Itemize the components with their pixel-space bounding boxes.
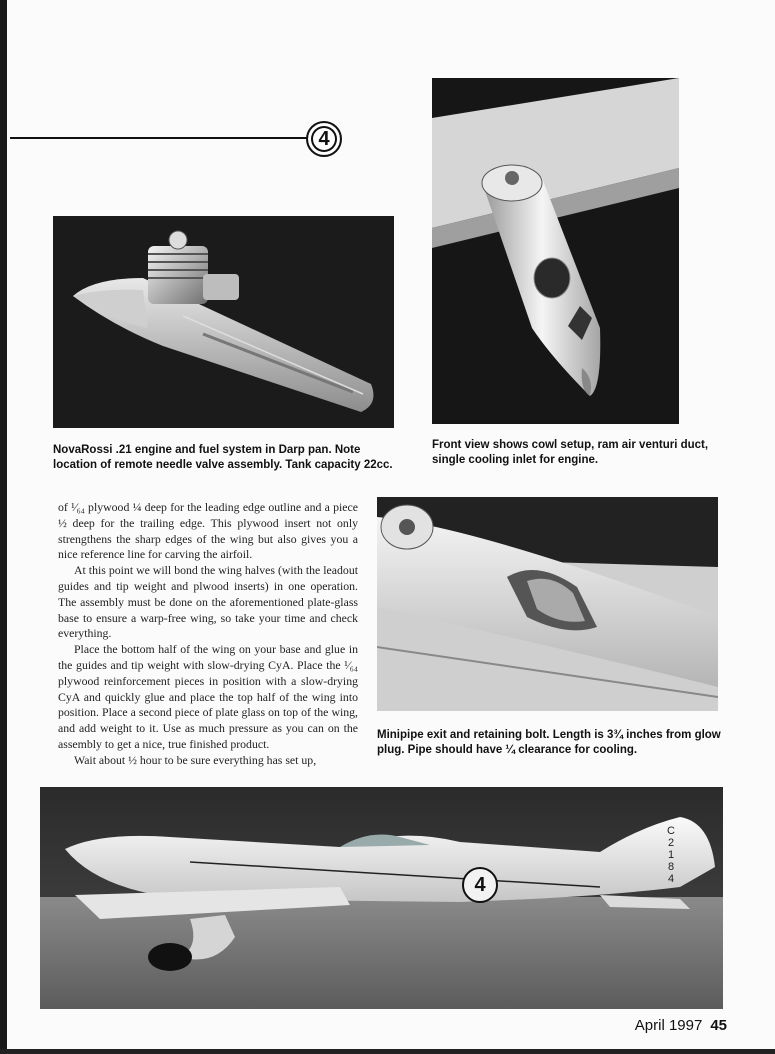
body-paragraph: Wait about ½ hour to be sure everything has set up, <box>74 752 317 767</box>
engine-photo <box>53 216 394 428</box>
front-view-caption: Front view shows cowl setup, ram air venturi duct, single cooling inlet for engine. <box>432 439 709 466</box>
plane-race-number: 4 <box>462 867 498 903</box>
page-edge-bottom <box>0 1049 775 1054</box>
plane-photo <box>40 787 723 1009</box>
front-view-photo <box>432 78 679 424</box>
engine-caption: NovaRossi .21 engine and fuel system in Darp pan. Note location of remote needle valve assembly. Tank capacity 22cc. <box>53 444 393 471</box>
page-footer <box>635 1017 727 1034</box>
article-body <box>58 500 358 769</box>
plane-registration: C 2184 <box>667 825 675 885</box>
minipipe-photo <box>377 497 718 711</box>
page-number: 45 <box>710 1017 727 1034</box>
section-rule <box>10 137 308 139</box>
body-paragraph: At this point we will bond the wing halves (with the leadout guides and tip weight and plwood inserts) in one operation. The assembly must be done on the aforementioned plate-glass base to ensure a warp-free wing, so take your time and check everything. <box>58 563 358 641</box>
body-paragraph: Place the bottom half of the wing on your base and glue in the guides and tip weight with slow-drying CyA. Place the ¹⁄₆₄ plywood reinforcement pieces in position with a slow-drying CyA and quickly glue and place the top half of the wing into position. Place a second piece of plate glass on top of the wing, and add weight to it. Use as much pressure as you can on the assembly to get a nice, true finished product. <box>58 642 358 751</box>
minipipe-caption: Minipipe exit and retaining bolt. Length is 3¾ inches from glow plug. Pipe should have ¼ clearance for cooling. <box>377 729 721 756</box>
section-badge: 4 <box>306 121 342 157</box>
page-edge-left <box>0 0 7 1054</box>
issue-date: April 1997 <box>634 1017 703 1034</box>
body-paragraph: of ¹⁄₆₄ plywood ¼ deep for the leading edge outline and a piece ½ deep for the trailing edge. This plywood insert not only strengthens the sharp edges of the wing but also gives you a nice reference line for carving the airfoil. <box>58 500 358 562</box>
